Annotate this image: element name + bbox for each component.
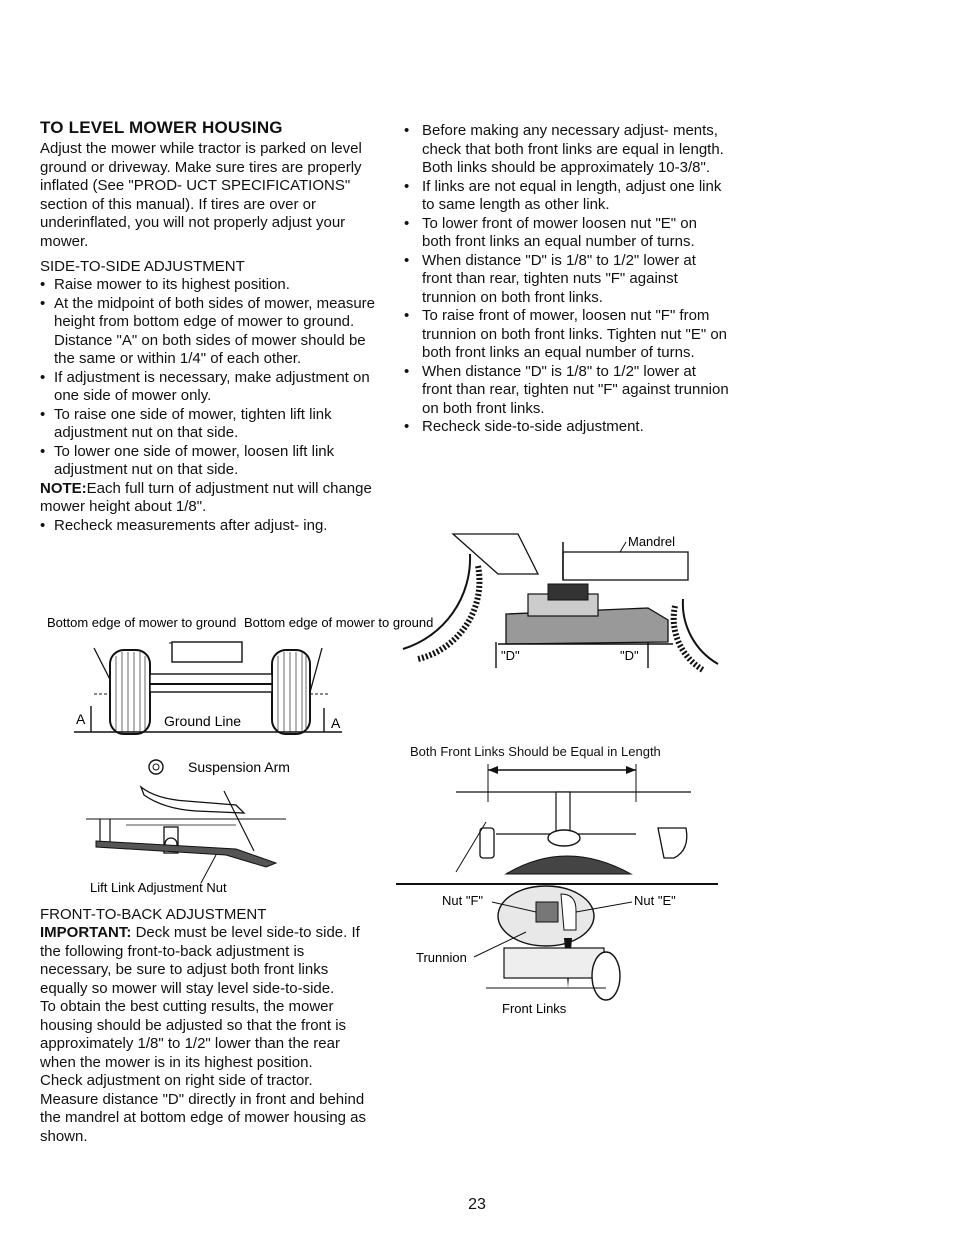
list-item: • When distance "D" is 1/8" to 1/2" lower at front than rear, tighten nuts "F" against trunnion on both front links. — [400, 252, 730, 308]
mandrel-label — [628, 534, 675, 549]
nut-e-label — [634, 893, 676, 908]
suspension-arm-text: Suspension Arm — [188, 759, 290, 775]
recheck-list — [40, 517, 378, 536]
note-text: Each full turn of adjustment nut will change mower height about 1/8". — [40, 479, 372, 515]
ground-line-text: Ground Line — [164, 713, 242, 729]
label-right-text: Bottom edge of mower to ground — [244, 615, 434, 630]
list-item: • If adjustment is necessary, make adjustment on one side of mower only. — [40, 369, 378, 406]
side-to-side-list — [40, 276, 378, 480]
note — [40, 480, 378, 517]
left-column — [40, 118, 378, 535]
label-left-text: Bottom edge of mower to ground — [47, 615, 237, 630]
list-item: • At the midpoint of both sides of mower, measure height from bottom edge of mower to ground. Distance "A" on both sides of mower should be the same or within 1/4" of each other. — [40, 295, 378, 369]
important-label: IMPORTANT: — [40, 924, 132, 941]
front-links-text: Front Links — [502, 1001, 567, 1016]
list-item: • Recheck side-to-side adjustment. — [400, 418, 730, 437]
intro-paragraph: Adjust the mower while tractor is parked on level ground or driveway. Make sure tires are properly inflated (See "PROD- UCT SPECIFICATIONS" section of this manual). If tires are over or underinflated, you will not properly adjust your mower. — [40, 140, 362, 250]
note-label: NOTE: — [40, 479, 87, 497]
links-caption: Both Front Links Should be Equal in Length — [410, 744, 661, 759]
list-item: • Before making any necessary adjust- ments, check that both front links are equal in length. Both links should be approximately 10-3/8". — [400, 122, 730, 178]
dim-a-left-text: A — [76, 711, 86, 727]
side-to-side-heading: SIDE-TO-SIDE ADJUSTMENT — [40, 258, 245, 275]
ground-line-figure — [44, 612, 434, 740]
cutting-paragraph: To obtain the best cutting results, the mower housing should be adjusted so that the front is approximately 1/8" to 1/2" lower than the rear when the mower is in its highest position. — [40, 998, 347, 1071]
list-item: • To raise one side of mower, tighten lift link adjustment nut on that side. — [40, 406, 378, 443]
dim-a-right-text: A — [331, 715, 341, 731]
nut-e-text: Nut "E" — [634, 893, 676, 908]
trunnion-text: Trunnion — [416, 950, 467, 965]
list-item: • To lower front of mower loosen nut "E" on both front links an equal number of turns. — [400, 215, 730, 252]
page-number: 23 — [468, 1196, 486, 1213]
important-text: Deck must be level side-to side. If the following front-to-back adjustment is necessary, be sure to adjust both front links equally so mower will stay level side-to-side. — [40, 924, 360, 997]
mandrel-figure — [398, 524, 724, 674]
mandrel-text: Mandrel — [628, 534, 675, 549]
lift-link-text: Lift Link Adjustment Nut — [90, 880, 227, 895]
front-link-list — [400, 122, 730, 437]
lift-link-label — [90, 880, 227, 895]
front-to-back-heading: FRONT-TO-BACK ADJUSTMENT — [40, 906, 267, 923]
list-item: • To lower one side of mower, loosen lift link adjustment nut on that side. — [40, 443, 378, 480]
suspension-arm-label — [188, 759, 290, 775]
important-paragraph — [40, 924, 370, 998]
dim-a-left — [76, 711, 86, 727]
d-left-text: "D" — [501, 648, 520, 663]
dim-a-right — [331, 715, 341, 731]
list-item: • Recheck measurements after adjust- ing. — [40, 517, 378, 536]
check-paragraph: Check adjustment on right side of tractor. Measure distance "D" directly in front and behind the mandrel at bottom edge of mower housing as shown. — [40, 1072, 367, 1145]
suspension-figure — [86, 755, 306, 897]
right-column — [400, 122, 730, 437]
section-title: TO LEVEL MOWER HOUSING — [40, 118, 283, 137]
d-left — [501, 648, 520, 663]
d-right — [620, 648, 639, 663]
d-right-text: "D" — [620, 648, 639, 663]
trunnion-label — [416, 950, 467, 965]
list-item: • To raise front of mower, loosen nut "F" from trunnion on both front links. Tighten nut "E" on both front links an equal number of turns. — [400, 307, 730, 363]
nut-f-text: Nut "F" — [442, 893, 484, 908]
ground-line-label — [164, 713, 241, 729]
list-item: • Raise mower to its highest position. — [40, 276, 378, 295]
front-links-label — [502, 1001, 567, 1016]
label-left — [47, 615, 236, 630]
nut-f-label — [442, 893, 483, 908]
front-links-figure — [396, 762, 722, 1024]
list-item: • If links are not equal in length, adjust one link to same length as other link. — [400, 178, 730, 215]
front-to-back-section — [40, 905, 370, 1146]
list-item: • When distance "D" is 1/8" to 1/2" lower at front than rear, tighten nut "F" against trunnion on both front links. — [400, 363, 730, 419]
